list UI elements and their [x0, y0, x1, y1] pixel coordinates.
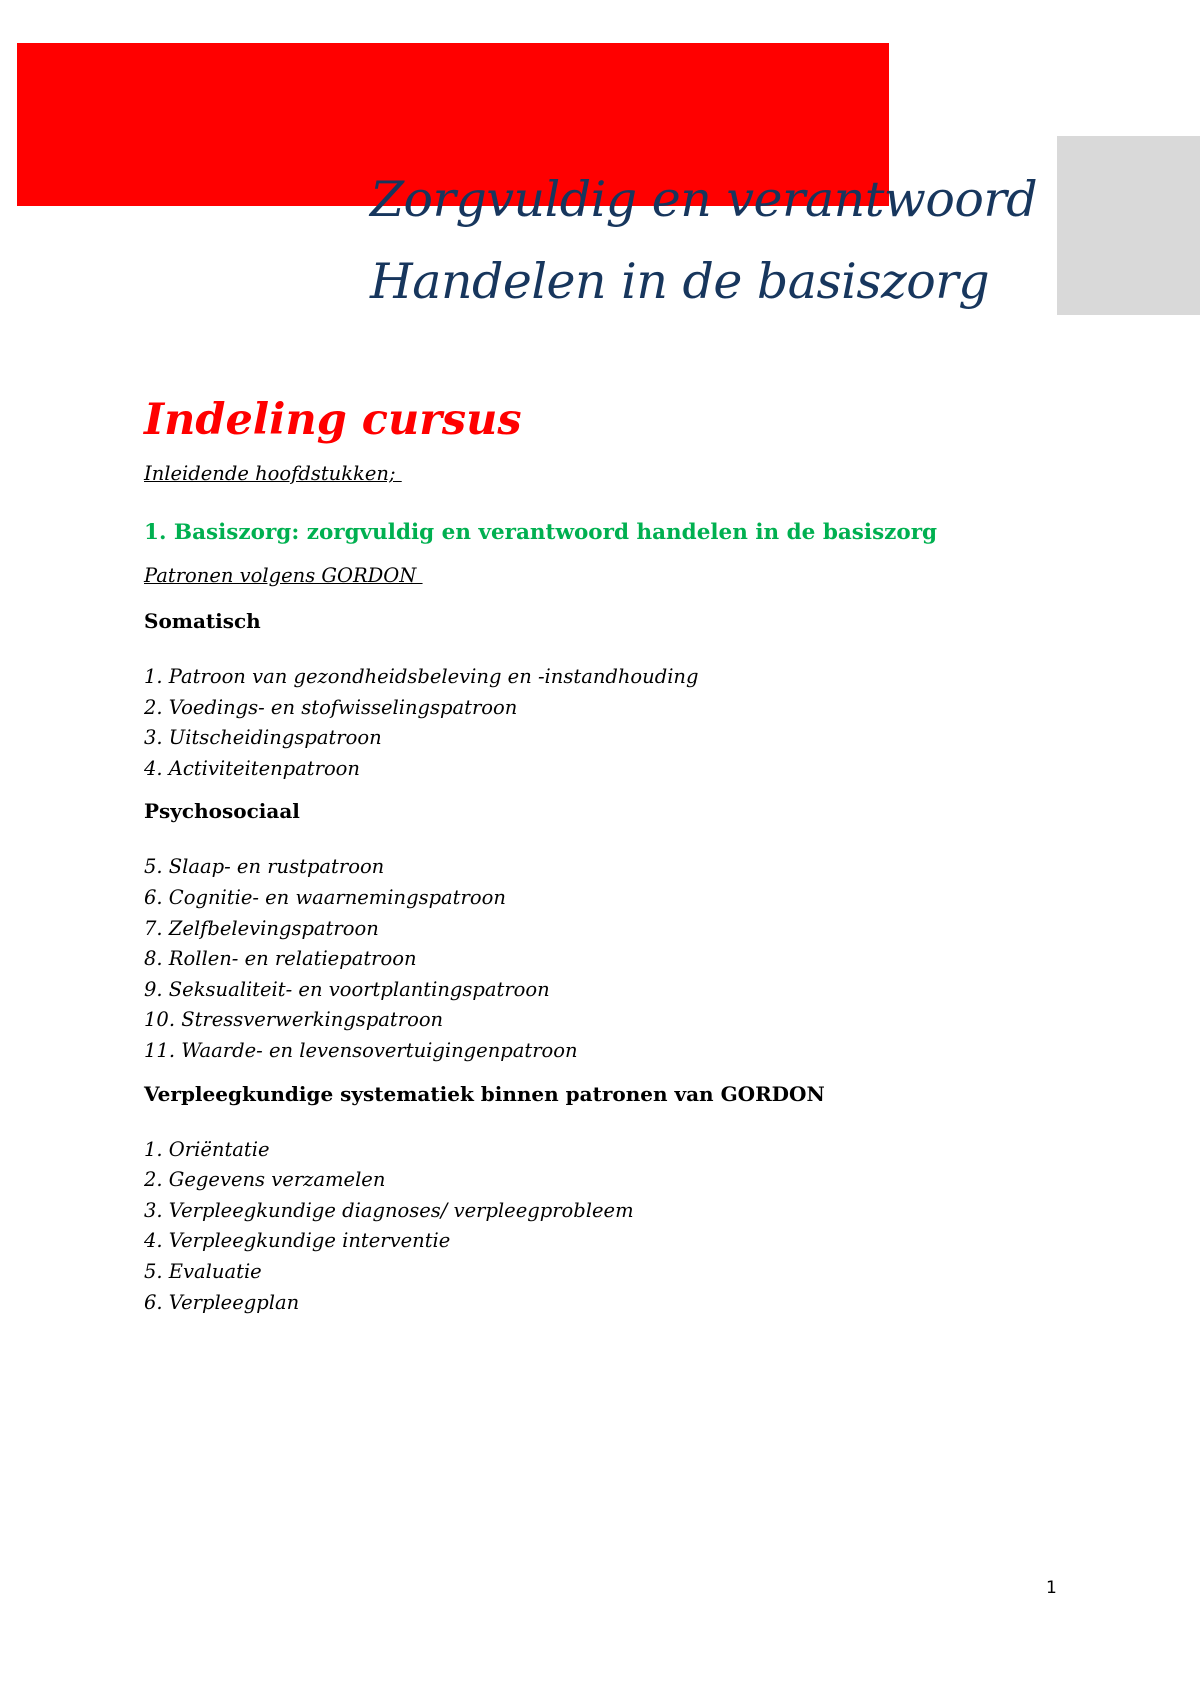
systematiek-list	[144, 1135, 1044, 1319]
section-heading: Indeling cursus	[144, 395, 522, 445]
systematiek-heading: Verpleegkundige systematiek binnen patronen van GORDON	[144, 1081, 825, 1106]
list-item: 5. Evaluatie	[144, 1259, 262, 1283]
page-number: 1	[1046, 1578, 1057, 1598]
list-item: 5. Slaap- en rustpatroon	[144, 855, 385, 879]
chapter-1-title: 1. Basiszorg: zorgvuldig en verantwoord handelen in de basiszorg	[144, 520, 938, 545]
list-item: 10. Stressverwerkingspatroon	[144, 1008, 444, 1032]
list-item: 11. Waarde- en levensovertuigingenpatroon	[144, 1038, 578, 1062]
title-line-1: Zorgvuldig en verantwoord	[370, 171, 1038, 228]
psychosociaal-list	[144, 852, 1044, 1066]
list-item: 4. Verpleegkundige interventie	[144, 1229, 451, 1253]
title-line-2: Handelen in de basiszorg	[370, 253, 990, 310]
list-item: 3. Uitscheidingspatroon	[144, 726, 382, 750]
list-item: 3. Verpleegkundige diagnoses/ verpleegprobleem	[144, 1198, 634, 1222]
list-item: 7. Zelfbelevingspatroon	[144, 916, 379, 940]
list-item: 6. Verpleegplan	[144, 1290, 300, 1314]
intro-label: Inleidende hoofdstukken;	[144, 462, 402, 485]
grey-side-block	[1057, 136, 1200, 315]
list-item: 6. Cognitie- en waarnemingspatroon	[144, 885, 506, 909]
list-item: 1. Patroon van gezondheidsbeleving en -instandhouding	[144, 665, 699, 688]
list-item: 2. Gegevens verzamelen	[144, 1168, 386, 1192]
list-item: 4. Activiteitenpatroon	[144, 756, 360, 780]
list-item: 1. Oriëntatie	[144, 1137, 270, 1161]
list-item: 9. Seksualiteit- en voortplantingspatroon	[144, 977, 550, 1001]
patterns-label: Patronen volgens GORDON	[144, 564, 423, 587]
list-item: 2. Voedings- en stofwisselingspatroon	[144, 695, 518, 719]
somatisch-heading: Somatisch	[144, 609, 261, 633]
psychosociaal-heading: Psychosociaal	[144, 799, 300, 824]
document-title	[370, 172, 1037, 310]
list-item: 8. Rollen- en relatiepatroon	[144, 947, 417, 971]
somatisch-list	[144, 662, 1044, 784]
document-body	[144, 390, 1044, 1318]
